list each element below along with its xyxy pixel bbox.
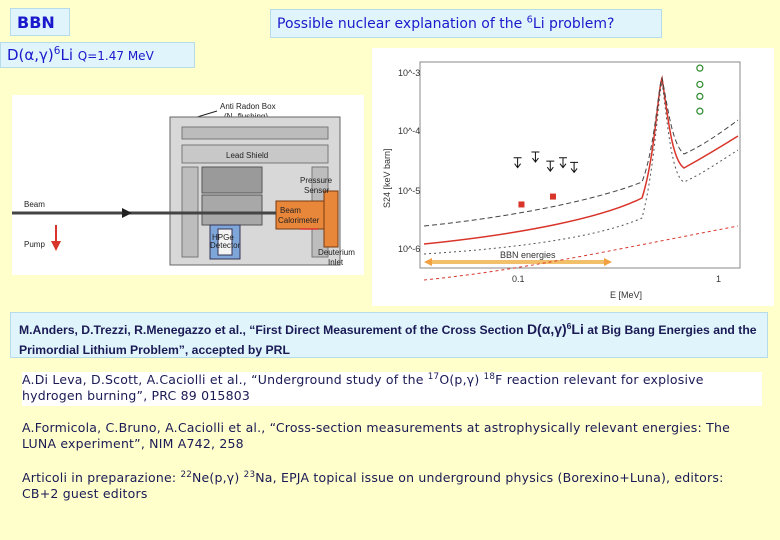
y-tick-2: 10^-4 xyxy=(398,126,421,136)
inlet-label: Inlet xyxy=(328,258,344,267)
pump-label: Pump xyxy=(24,240,45,249)
y-tick-4: 10^-6 xyxy=(398,244,421,254)
y-tick-1: 10^-3 xyxy=(398,68,421,78)
plot-frame xyxy=(420,62,740,268)
section-tag: BBN xyxy=(10,8,70,36)
citation-formicola: A.Formicola, C.Bruno, A.Caciolli et al., “Cross-section measurements at astrophysically relevant energies: The LUNA experiment”, NIM A742, 258 xyxy=(22,420,730,451)
y-tick-3: 10^-5 xyxy=(398,186,421,196)
citation-in-preparation: Articoli in preparazione: $^{22}$Ne(p,γ) $^{23}$Na, EPJA topical issue on underground physics (Borexino+Luna), editors: CB+2 guest editors xyxy=(22,469,724,501)
setup-figure xyxy=(12,95,364,275)
beam-calorimeter-label-2: Calorimeter xyxy=(278,216,320,225)
reaction-label: $D(\alpha,\gamma)^6Li$ Q=1.47 MeV xyxy=(0,42,195,68)
bbn-energies-label: BBN energies xyxy=(500,250,556,260)
anti-radon-label: Anti Radon Box xyxy=(220,102,276,111)
x-tick-1: 0.1 xyxy=(512,274,525,284)
detector-label: Detector xyxy=(210,241,241,250)
deuterium-label: Deuterium xyxy=(318,248,355,257)
beam-calorimeter-label-1: Beam xyxy=(280,206,301,215)
main-citation: M.Anders, D.Trezzi, R.Menegazzo et al., “First Direct Measurement of the Cross Section $D(\alpha,\gamma)^6Li$ at Big Bang Energies and the Primordial Lithium Problem”, accepted by PRL xyxy=(10,312,768,358)
x-axis-label: E [MeV] xyxy=(610,290,643,300)
data-point-red-0 xyxy=(518,201,524,207)
citation-di-leva: A.Di Leva, D.Scott, A.Caciolli et al., “Underground study of the $^{17}$O(p,γ) $^{18}$F reaction relevant for explosive hydrogen burning”, PRC 89 015803 xyxy=(22,372,762,406)
beam-label: Beam xyxy=(24,200,45,209)
s-factor-plot xyxy=(372,48,774,306)
hpge-label: HPGe xyxy=(212,233,234,242)
pressure-sensor-label-2: Sensor xyxy=(304,186,330,195)
slide-title: Possible nuclear explanation of the $^6$Li problem? xyxy=(270,9,662,38)
data-point-red-1 xyxy=(550,194,556,200)
lead-shield-label: Lead Shield xyxy=(226,151,269,160)
y-axis-label: S24 [keV barn] xyxy=(382,148,392,208)
x-tick-2: 1 xyxy=(716,274,722,284)
pressure-sensor-label: Pressure xyxy=(300,176,333,185)
